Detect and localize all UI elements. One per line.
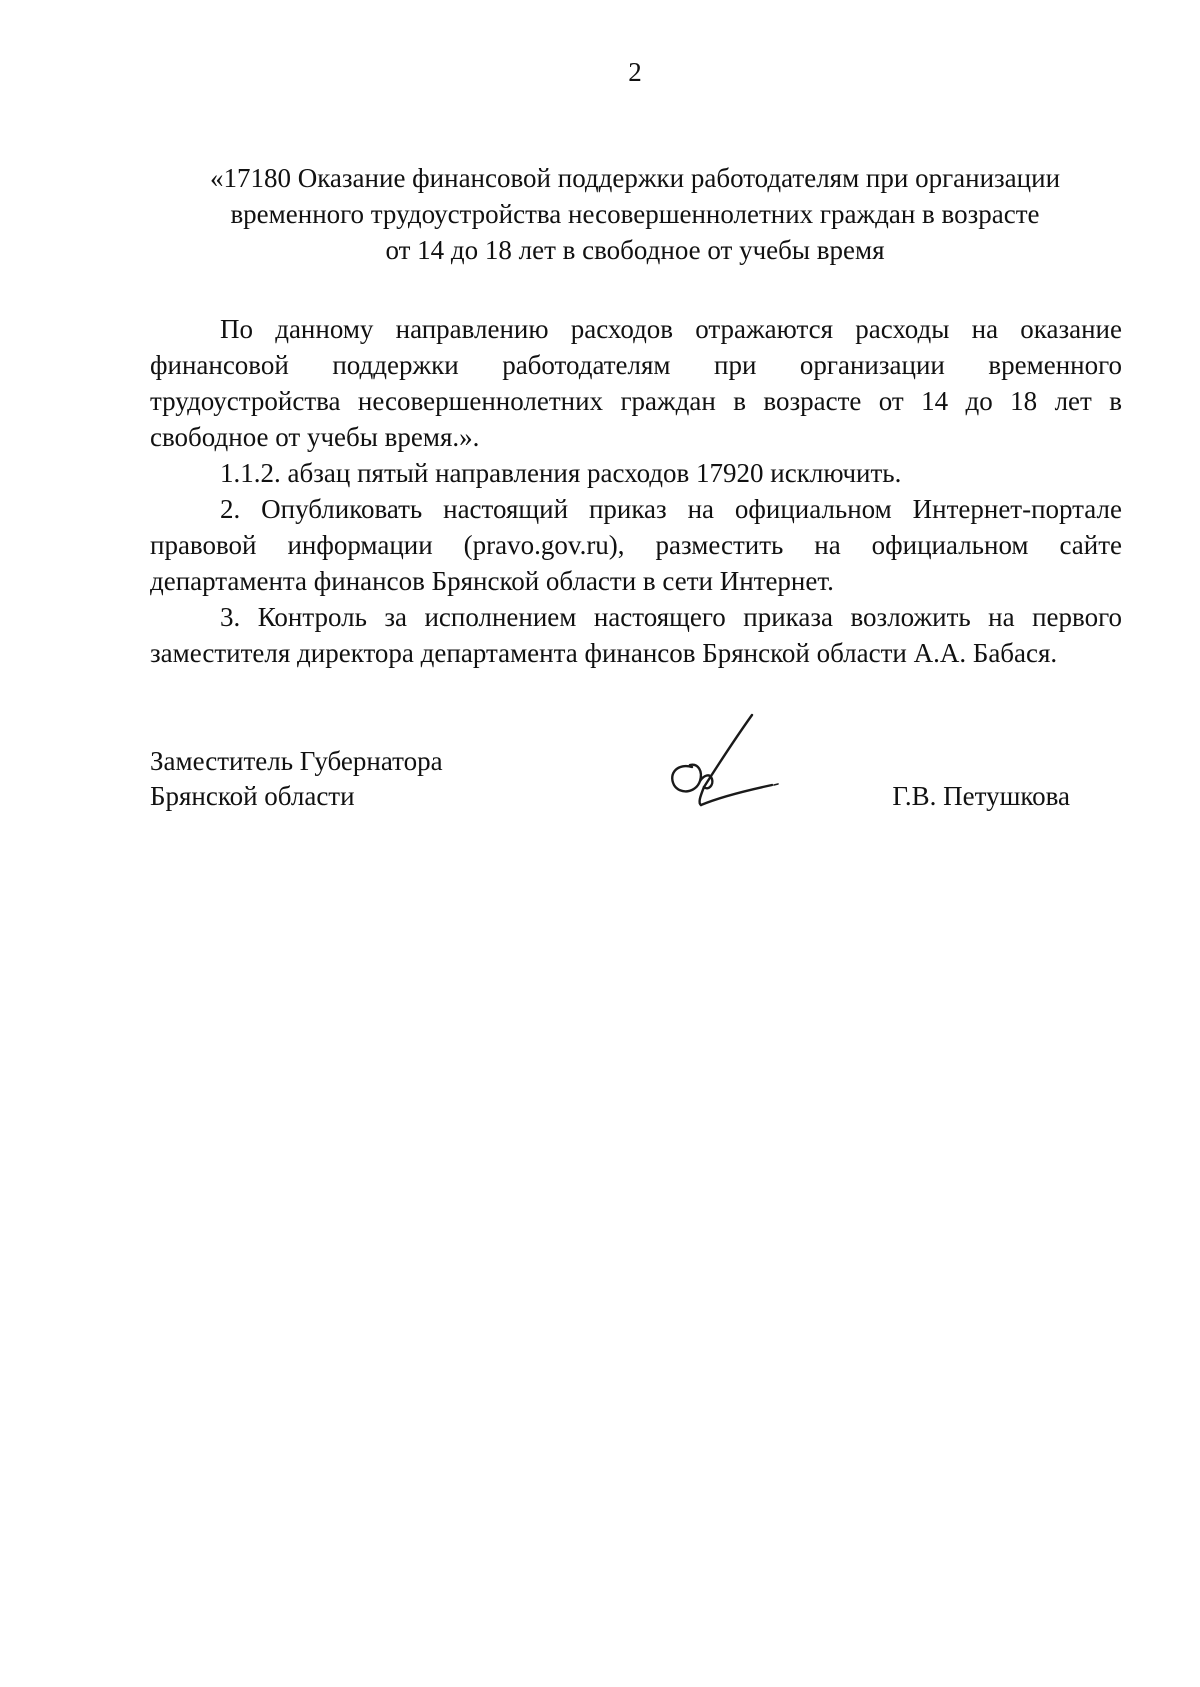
page-number: 2 xyxy=(628,57,642,87)
title-line: от 14 до 18 лет в свободное от учебы время xyxy=(385,235,885,265)
signature-block xyxy=(150,744,1122,814)
title-line: «17180 Оказание финансовой поддержки работодателям при организации xyxy=(209,163,1061,193)
section-title xyxy=(150,160,1120,268)
paragraph-clause-3: 3. Контроль за исполнением настоящего приказа возложить на первого заместителя директора департамента финансов Брянской области А.А. Бабася. xyxy=(150,602,1122,668)
signer-name: Г.В. Петушкова xyxy=(892,781,1070,811)
paragraph-clause-2: 2. Опубликовать настоящий приказ на официальном Интернет-портале правовой информации (pravo.gov.ru), разместить на официальном сайте департамента финансов Брянской области в сети Интернет. xyxy=(150,494,1122,596)
paragraph-expense-description: По данному направлению расходов отражаются расходы на оказание финансовой поддержки работодателям при организации временного трудоустройства несовершеннолетних граждан в возрасте от 14 до 18 лет в свободное от учебы время.». xyxy=(150,314,1122,452)
signer-position-line: Заместитель Губернатора xyxy=(150,746,443,776)
document-body xyxy=(150,311,1122,671)
title-line: временного трудоустройства несовершеннолетних граждан в возрасте xyxy=(230,199,1040,229)
signer-position-line: Брянской области xyxy=(150,781,355,811)
paragraph-clause-1-1-2: 1.1.2. абзац пятый направления расходов 17920 исключить. xyxy=(220,458,902,488)
handwritten-signature-icon xyxy=(660,705,790,815)
signer-position xyxy=(150,744,443,814)
